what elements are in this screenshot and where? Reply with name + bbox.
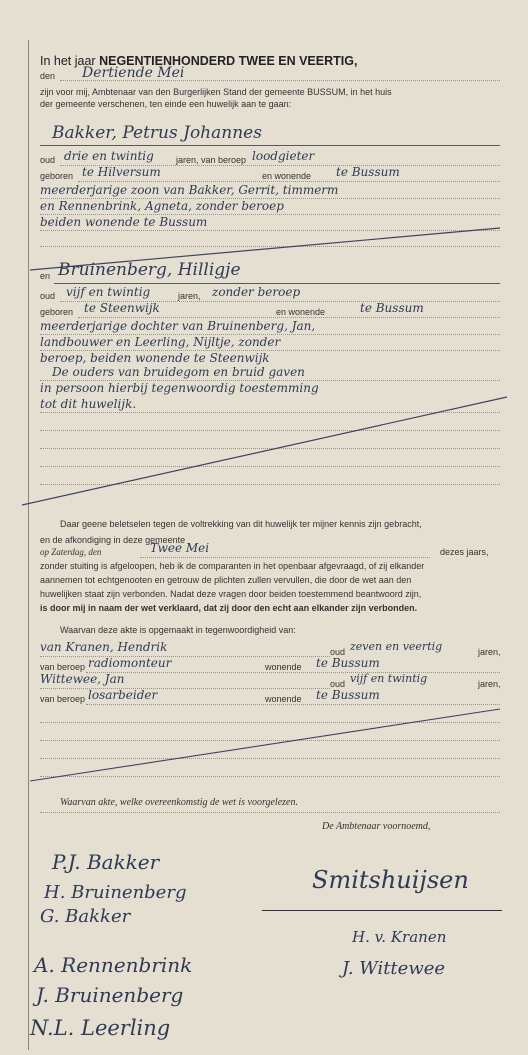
witness-2-oud: oud xyxy=(330,679,346,689)
witness-2-age: vijf en twintig xyxy=(350,672,428,685)
body-line-3-suffix: dezes jaars, xyxy=(440,547,489,557)
date-label: den xyxy=(40,71,56,81)
witness-1-name: van Kranen, Hendrik xyxy=(40,640,168,654)
groom-name: Bakker, Petrus Johannes xyxy=(52,123,262,143)
bride-note-2: landbouwer en Leerling, Nijltje, zonder xyxy=(40,335,281,349)
groom-birthplace: te Hilversum xyxy=(82,165,161,179)
bride-cancel-stroke xyxy=(22,395,512,510)
groom-occupation: loodgieter xyxy=(252,149,315,163)
intro-line-2: der gemeente verschenen, ten einde een huwelijk aan te gaan: xyxy=(40,99,292,109)
witness-cancel-stroke xyxy=(30,705,510,785)
bride-residence: te Bussum xyxy=(360,301,424,315)
intro-line-1: zijn voor mij, Ambtenaar van den Burgerlijken Stand der gemeente BUSSUM, in het huis xyxy=(40,87,392,97)
body-line-3-prefix xyxy=(40,548,101,557)
date-value: Dertiende Mei xyxy=(82,65,185,81)
header-year: NEGENTIENHONDERD TWEE EN VEERTIG, xyxy=(99,54,358,68)
bride-age-suffix: jaren, xyxy=(178,291,201,301)
bride-age: vijf en twintig xyxy=(66,285,151,299)
witness-1-beroep-label: van beroep xyxy=(40,662,86,672)
body-line-6: huwelijken staat zijn verbonden. Nadat deze vragen door beiden toestemmend beantwoord zijn, xyxy=(40,589,422,599)
margin-rule xyxy=(28,40,29,1050)
groom-age: drie en twintig xyxy=(64,149,154,163)
witness-1-name-rule xyxy=(40,656,330,657)
signature-left-3: G. Bakker xyxy=(40,906,131,927)
bride-note-3: beroep, beiden wonende te Steenwijk xyxy=(40,351,270,365)
groom-note-2: en Rennenbrink, Agneta, zonder beroep xyxy=(40,199,284,213)
body-line-5: aannemen tot echtgenooten en getrouw de plichten zullen vervullen, die door de wet aan den xyxy=(40,575,412,585)
groom-age-suffix: jaren, van beroep xyxy=(176,155,247,165)
witness-2-occupation: losarbeider xyxy=(88,688,158,702)
body-line-4: zonder stuiting is afgeloopen, heb ik de comparanten in het openbaar afgevraagd, of zij elkander xyxy=(40,561,425,571)
bride-born-label: geboren xyxy=(40,307,74,317)
witness-1-beroep-rule xyxy=(86,672,500,673)
bride-name: Bruinenberg, Hilligje xyxy=(58,260,241,280)
bride-birthplace: te Steenwijk xyxy=(84,301,160,315)
witness-1-oud: oud xyxy=(330,647,346,657)
bride-living-label: en wonende xyxy=(276,307,326,317)
signature-right-2: H. v. Kranen xyxy=(352,928,447,946)
bride-note-5: in persoon hierbij tegenwoordig toestemming xyxy=(40,381,319,395)
witness-2-wonende-label: wonende xyxy=(265,694,302,704)
signature-official: Smitshuijsen xyxy=(312,866,469,894)
bride-name-rule xyxy=(54,283,500,284)
signature-left-6: N.L. Leerling xyxy=(30,1016,171,1040)
bride-note-1: meerderjarige dochter van Bruinenberg, Jan, xyxy=(40,319,316,333)
witness-intro: Waarvan deze akte is opgemaakt in tegenwoordigheid van: xyxy=(60,625,296,635)
witness-1-residence: te Bussum xyxy=(316,656,380,670)
signature-left-5: J. Bruinenberg xyxy=(36,983,184,1007)
body-line-3-prefix-text: op Zaterdag, den xyxy=(40,547,102,557)
witness-2-jaren: jaren, xyxy=(478,679,501,689)
groom-born-label: geboren xyxy=(40,171,74,181)
header-intro: In het jaar xyxy=(40,54,96,68)
groom-living-label: en wonende xyxy=(262,171,312,181)
groom-note-3: beiden wonende te Bussum xyxy=(40,215,208,229)
bride-oud-label: oud xyxy=(40,291,56,301)
signature-official-underline xyxy=(262,910,502,911)
body-line-7: is door mij in naam der wet verklaard, dat zij door den echt aan elkander zijn verbonden. xyxy=(40,603,418,613)
witness-1-wonende-label: wonende xyxy=(265,662,302,672)
bride-occupation: zonder beroep xyxy=(212,285,301,299)
witness-1-occupation: radiomonteur xyxy=(88,656,172,670)
bride-note-4: De ouders van bruidegom en bruid gaven xyxy=(52,365,305,379)
body-line-1: Daar geene beletselen tegen de voltrekking van dit huwelijk ter mijner kennis zijn gebracht, xyxy=(60,519,422,529)
signature-right-3: J. Wittewee xyxy=(342,958,446,979)
bride-born-rule xyxy=(78,317,500,318)
witness-2-name-rule xyxy=(40,688,330,689)
bride-note-6: tot dit huwelijk. xyxy=(40,397,137,411)
date-rule xyxy=(60,80,500,81)
official-label: De Ambtenaar voornoemd, xyxy=(322,821,431,832)
bride-and-label: en xyxy=(40,271,51,281)
groom-name-rule xyxy=(40,145,500,146)
witness-2-beroep-label: van beroep xyxy=(40,694,86,704)
groom-born-rule xyxy=(78,181,500,182)
groom-residence: te Bussum xyxy=(336,165,400,179)
signature-left-1: P.J. Bakker xyxy=(52,850,160,874)
closing-rule xyxy=(40,812,500,813)
body-line-3-value: Twee Mei xyxy=(150,541,210,555)
witness-2-residence: te Bussum xyxy=(316,688,380,702)
body-line-3-rule xyxy=(140,557,430,558)
witness-1-jaren: jaren, xyxy=(478,647,501,657)
witness-1-age: zeven en veertig xyxy=(350,640,443,653)
body-line-2: en de afkondiging in deze gemeente xyxy=(40,535,186,545)
signature-left-2: H. Bruinenberg xyxy=(44,882,187,903)
witness-2-name: Wittewee, Jan xyxy=(40,672,125,686)
groom-note-1: meerderjarige zoon van Bakker, Gerrit, timmerm xyxy=(40,183,339,197)
closing-line: Waarvan akte, welke overeenkomstig de wet is voorgelezen. xyxy=(60,797,298,808)
groom-oud-label: oud xyxy=(40,155,56,165)
signature-left-4: A. Rennenbrink xyxy=(34,953,193,977)
